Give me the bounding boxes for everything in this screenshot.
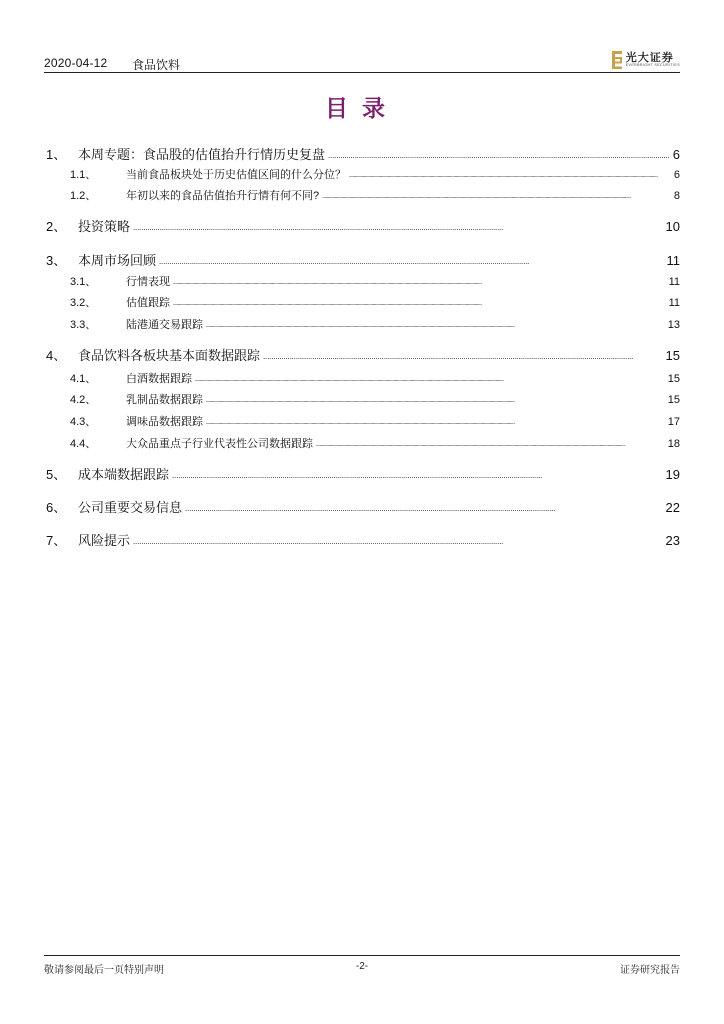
- toc-entry-number: 4.2、: [70, 394, 97, 406]
- toc-entry-page: 11: [668, 276, 680, 288]
- toc-entry-number: 3、: [46, 253, 67, 268]
- toc-entry[interactable]: [44, 530, 680, 549]
- toc-entry-number: 4.4、: [70, 438, 97, 450]
- toc-entry-number: 4.3、: [70, 416, 97, 428]
- toc-entry-page: 6: [673, 169, 680, 181]
- toc-dot-leader: [322, 189, 671, 201]
- toc-entry[interactable]: [44, 273, 680, 289]
- toc-entry-title: 风险提示: [78, 533, 131, 548]
- toc-entry-page: 15: [667, 373, 680, 385]
- toc-entry-title: 本周专题：食品股的估值抬升行情历史复盘: [78, 147, 326, 162]
- toc-entry-number: 1、: [46, 147, 67, 162]
- toc-entry-title: 乳制品数据跟踪: [126, 394, 203, 406]
- everbright-logo-icon: [612, 51, 622, 69]
- toc-dot-leader: [263, 347, 663, 362]
- toc-entry[interactable]: [44, 187, 680, 203]
- toc-entry-number: 3.2、: [70, 297, 97, 309]
- toc-entry[interactable]: [44, 391, 680, 407]
- toc-entry-number: 1.1、: [70, 169, 97, 181]
- header-divider: [44, 72, 680, 73]
- toc-entry-title: 估值跟踪: [126, 297, 170, 309]
- toc-entry[interactable]: [44, 144, 680, 163]
- toc-dot-leader: [133, 532, 663, 547]
- toc-entry-page: 10: [665, 219, 680, 234]
- toc-entry-title: 公司重要交易信息: [78, 500, 183, 515]
- toc-entry[interactable]: [44, 316, 680, 332]
- toc-entry-page: 6: [672, 147, 680, 162]
- toc-dot-leader: [172, 466, 663, 481]
- toc-entry[interactable]: [44, 216, 680, 235]
- footer-disclaimer: 敬请参阅最后一页特别声明: [44, 965, 164, 976]
- toc-dot-leader: [206, 393, 665, 405]
- toc-entry-title: 行情表现: [126, 276, 170, 288]
- toc-entry-title: 调味品数据跟踪: [126, 416, 203, 428]
- toc-entry-number: 3.3、: [70, 319, 97, 331]
- toc-entry-title: 大众品重点子行业代表性公司数据跟踪: [126, 438, 313, 450]
- toc-entry-page: 15: [665, 348, 680, 363]
- toc-entry-page: 19: [665, 467, 680, 482]
- toc-entry-number: 7、: [46, 533, 67, 548]
- toc-dot-leader: [195, 372, 665, 384]
- toc-entry[interactable]: [44, 166, 680, 182]
- company-logo: [612, 50, 680, 70]
- toc-entry-page: 23: [665, 533, 680, 548]
- toc-entry-page: 13: [667, 319, 680, 331]
- toc-dot-leader: [133, 218, 663, 233]
- toc-entry[interactable]: [44, 413, 680, 429]
- toc-entry-page: 11: [668, 297, 680, 309]
- toc-entry-number: 5、: [46, 467, 67, 482]
- toc-entry-page: 18: [667, 438, 680, 450]
- report-date: 2020-04-12: [44, 56, 108, 70]
- toc-dot-leader: [159, 252, 663, 267]
- toc-entry-page: 8: [673, 190, 680, 202]
- toc-entry[interactable]: [44, 294, 680, 310]
- page-header: [44, 50, 680, 72]
- toc-entry-title: 本周市场回顾: [78, 253, 157, 268]
- toc-dot-leader: [206, 415, 665, 427]
- toc-entry[interactable]: [44, 345, 680, 364]
- toc-entry-page: 15: [667, 394, 680, 406]
- toc-entry-number: 4.1、: [70, 373, 97, 385]
- toc-entry[interactable]: [44, 464, 680, 483]
- toc-entry-title: 年初以来的食品估值抬升行情有何不同?: [126, 190, 320, 202]
- toc-entry-number: 4、: [46, 348, 67, 363]
- logo-english-name: EVERBRIGHT SECURITIES: [625, 63, 680, 68]
- toc-dot-leader: [185, 499, 663, 514]
- toc-entry-number: 3.1、: [70, 276, 97, 288]
- toc-entry-number: 2、: [46, 219, 67, 234]
- toc-entry-page: 17: [667, 416, 680, 428]
- footer-divider: [44, 955, 680, 956]
- toc-entry-title: 陆港通交易跟踪: [126, 319, 203, 331]
- toc-dot-leader: [173, 296, 666, 308]
- toc-entry-title: 成本端数据跟踪: [78, 467, 170, 482]
- footer-report-type: 证券研究报告: [620, 965, 680, 976]
- toc-entry-number: 1.2、: [70, 190, 97, 202]
- toc-dot-leader: [173, 275, 666, 287]
- toc-entry[interactable]: [44, 497, 680, 516]
- page-number: -2-: [355, 961, 369, 972]
- report-sector: 食品饮料: [132, 58, 181, 72]
- toc-entry-title: 食品饮料各板块基本面数据跟踪: [78, 348, 261, 363]
- toc-entry-page: 22: [665, 500, 680, 515]
- toc-entry[interactable]: [44, 435, 680, 451]
- toc-dot-leader: [316, 437, 665, 449]
- toc-entry-title: 当前食品板块处于历史估值区间的什么分位？: [126, 169, 346, 181]
- toc-entry-number: 6、: [46, 500, 67, 515]
- toc-entry[interactable]: [44, 250, 680, 269]
- toc-dot-leader: [206, 318, 665, 330]
- toc-entry-title: 白酒数据跟踪: [126, 373, 192, 385]
- toc-entry-page: 11: [666, 253, 680, 268]
- logo-chinese-name: 光大证券: [625, 51, 674, 65]
- toc-entry-title: 投资策略: [78, 219, 131, 234]
- toc-entry[interactable]: [44, 370, 680, 386]
- toc-dot-leader: [349, 168, 671, 180]
- toc-dot-leader: [328, 146, 670, 161]
- page-title: 目录: [325, 96, 399, 122]
